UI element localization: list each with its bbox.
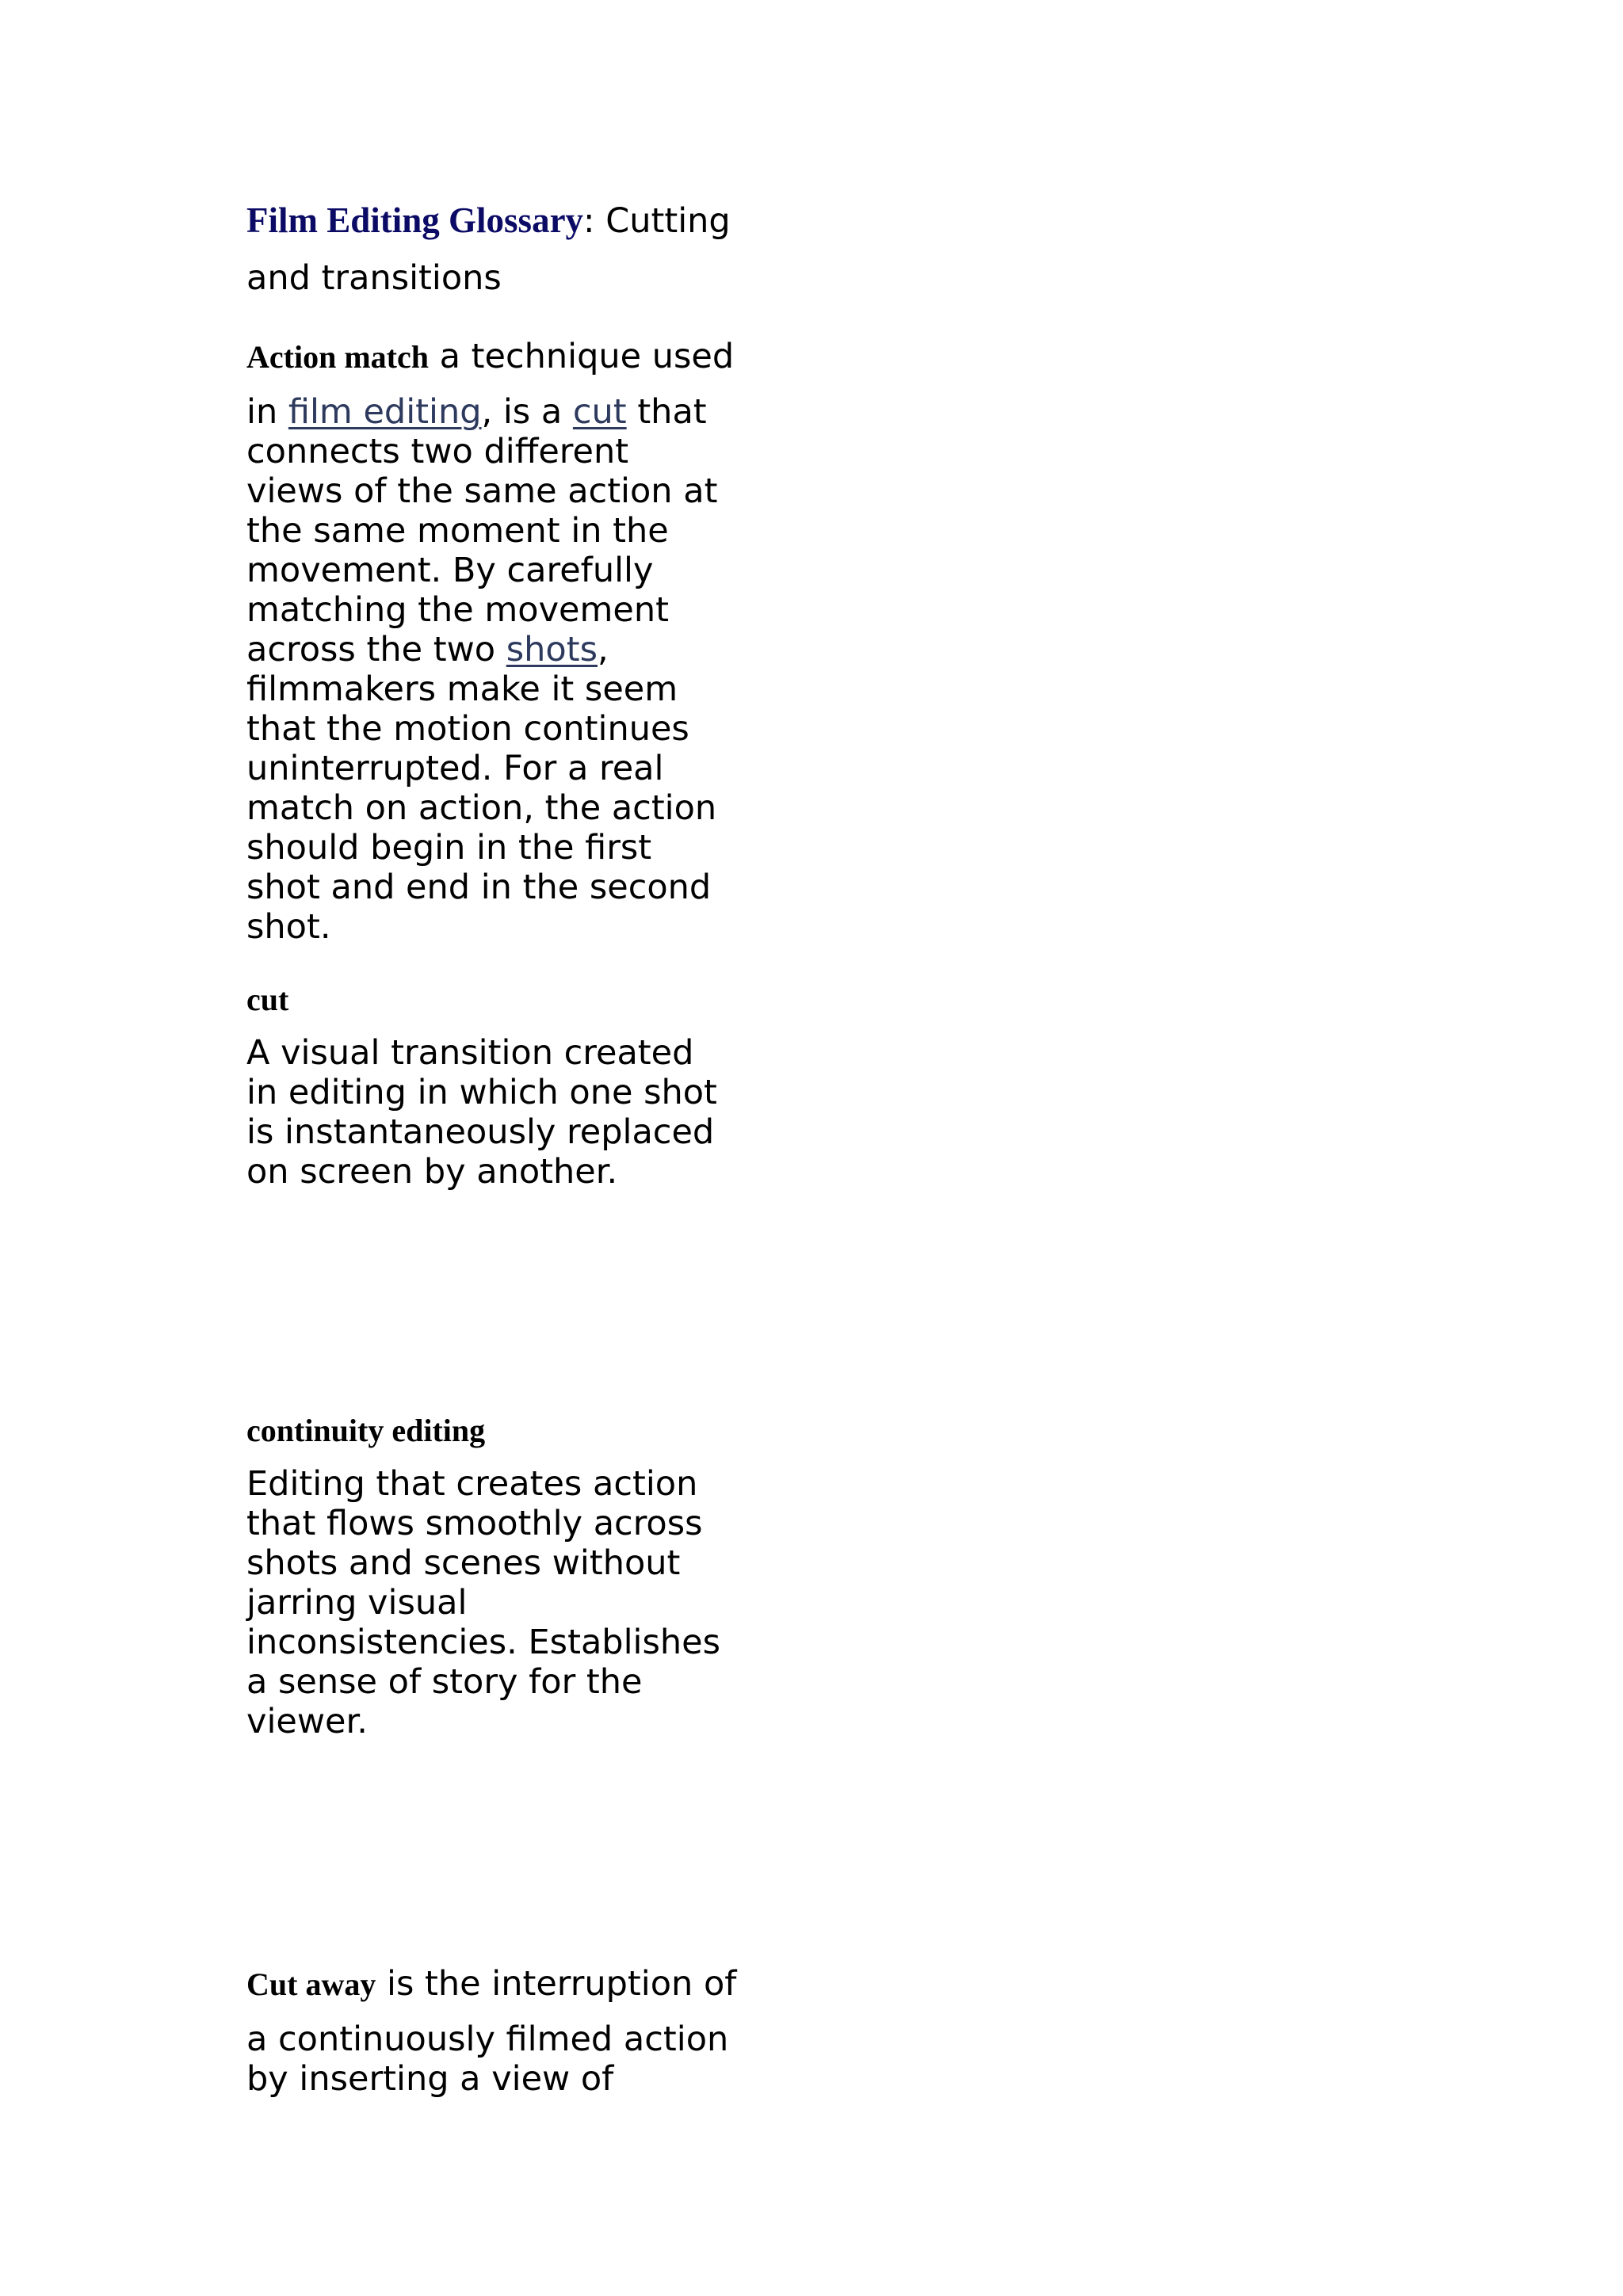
definition-line: Editing that creates action [246, 1464, 698, 1504]
text-span: in [246, 392, 288, 432]
definition-line: viewer. [246, 1702, 368, 1741]
definition-line: that flows smoothly across [246, 1504, 703, 1543]
definition-line: should begin in the first [246, 828, 652, 868]
text-span: , [597, 630, 609, 669]
definition-line: inconsistencies. Establishes [246, 1623, 720, 1662]
text-span: that [626, 392, 707, 432]
title-term: Film Editing Glossary [246, 200, 584, 240]
title-rest: : Cutting [583, 201, 731, 241]
definition-line: shot. [246, 907, 331, 947]
entry-term: Action match [246, 339, 429, 375]
entry-definition [246, 1464, 785, 1741]
link-cut[interactable]: cut [572, 392, 627, 432]
definition-line: shot and end in the second [246, 868, 712, 907]
definition-line: connects two different [246, 432, 629, 471]
text-span: , is a [481, 392, 573, 432]
definition-line [246, 392, 785, 432]
entry-lead [246, 331, 785, 383]
entry-lead-text: is the interruption of [376, 1964, 737, 2004]
definition-line: a continuously filmed action [246, 2019, 729, 2059]
definition-line: filmmakers make it seem [246, 669, 678, 709]
entry-definition [246, 1033, 785, 1192]
entry-term: cut [246, 982, 289, 1017]
entry-definition [246, 392, 785, 947]
entry-cut-away [246, 1958, 785, 2099]
entry-term: Cut away [246, 1966, 376, 2002]
definition-line: in editing in which one shot [246, 1073, 717, 1112]
definition-line: that the motion continues [246, 709, 689, 749]
text-span: across the two [246, 630, 506, 669]
entry-cut [246, 976, 785, 1192]
title-line-1 [246, 192, 785, 250]
definition-line: on screen by another. [246, 1152, 618, 1192]
entry-definition [246, 2019, 785, 2099]
definition-line: movement. By carefully [246, 551, 654, 590]
definition-line: a sense of story for the [246, 1662, 643, 1702]
link-shots[interactable]: shots [506, 630, 598, 669]
title-line-2: and transitions [246, 258, 502, 298]
entry-lead [246, 1958, 785, 2010]
definition-line: the same moment in the [246, 511, 669, 551]
entry-action-match [246, 331, 785, 947]
definition-line [246, 630, 785, 669]
link-film-editing[interactable]: film editing [288, 392, 482, 432]
definition-line: A visual transition created [246, 1033, 694, 1073]
entry-lead-text: a technique used [428, 337, 735, 376]
definition-line: is instantaneously replaced [246, 1112, 715, 1152]
entry-continuity-editing [246, 1407, 785, 1741]
entry-term: continuity editing [246, 1413, 486, 1448]
definition-line: match on action, the action [246, 788, 717, 828]
definition-line: matching the movement [246, 590, 669, 630]
definition-line: shots and scenes without [246, 1543, 681, 1583]
definition-line: by inserting a view of [246, 2059, 614, 2099]
page-title [246, 192, 785, 307]
definition-line: uninterrupted. For a real [246, 749, 664, 788]
definition-line: views of the same action at [246, 471, 718, 511]
definition-line: jarring visual [246, 1583, 468, 1623]
